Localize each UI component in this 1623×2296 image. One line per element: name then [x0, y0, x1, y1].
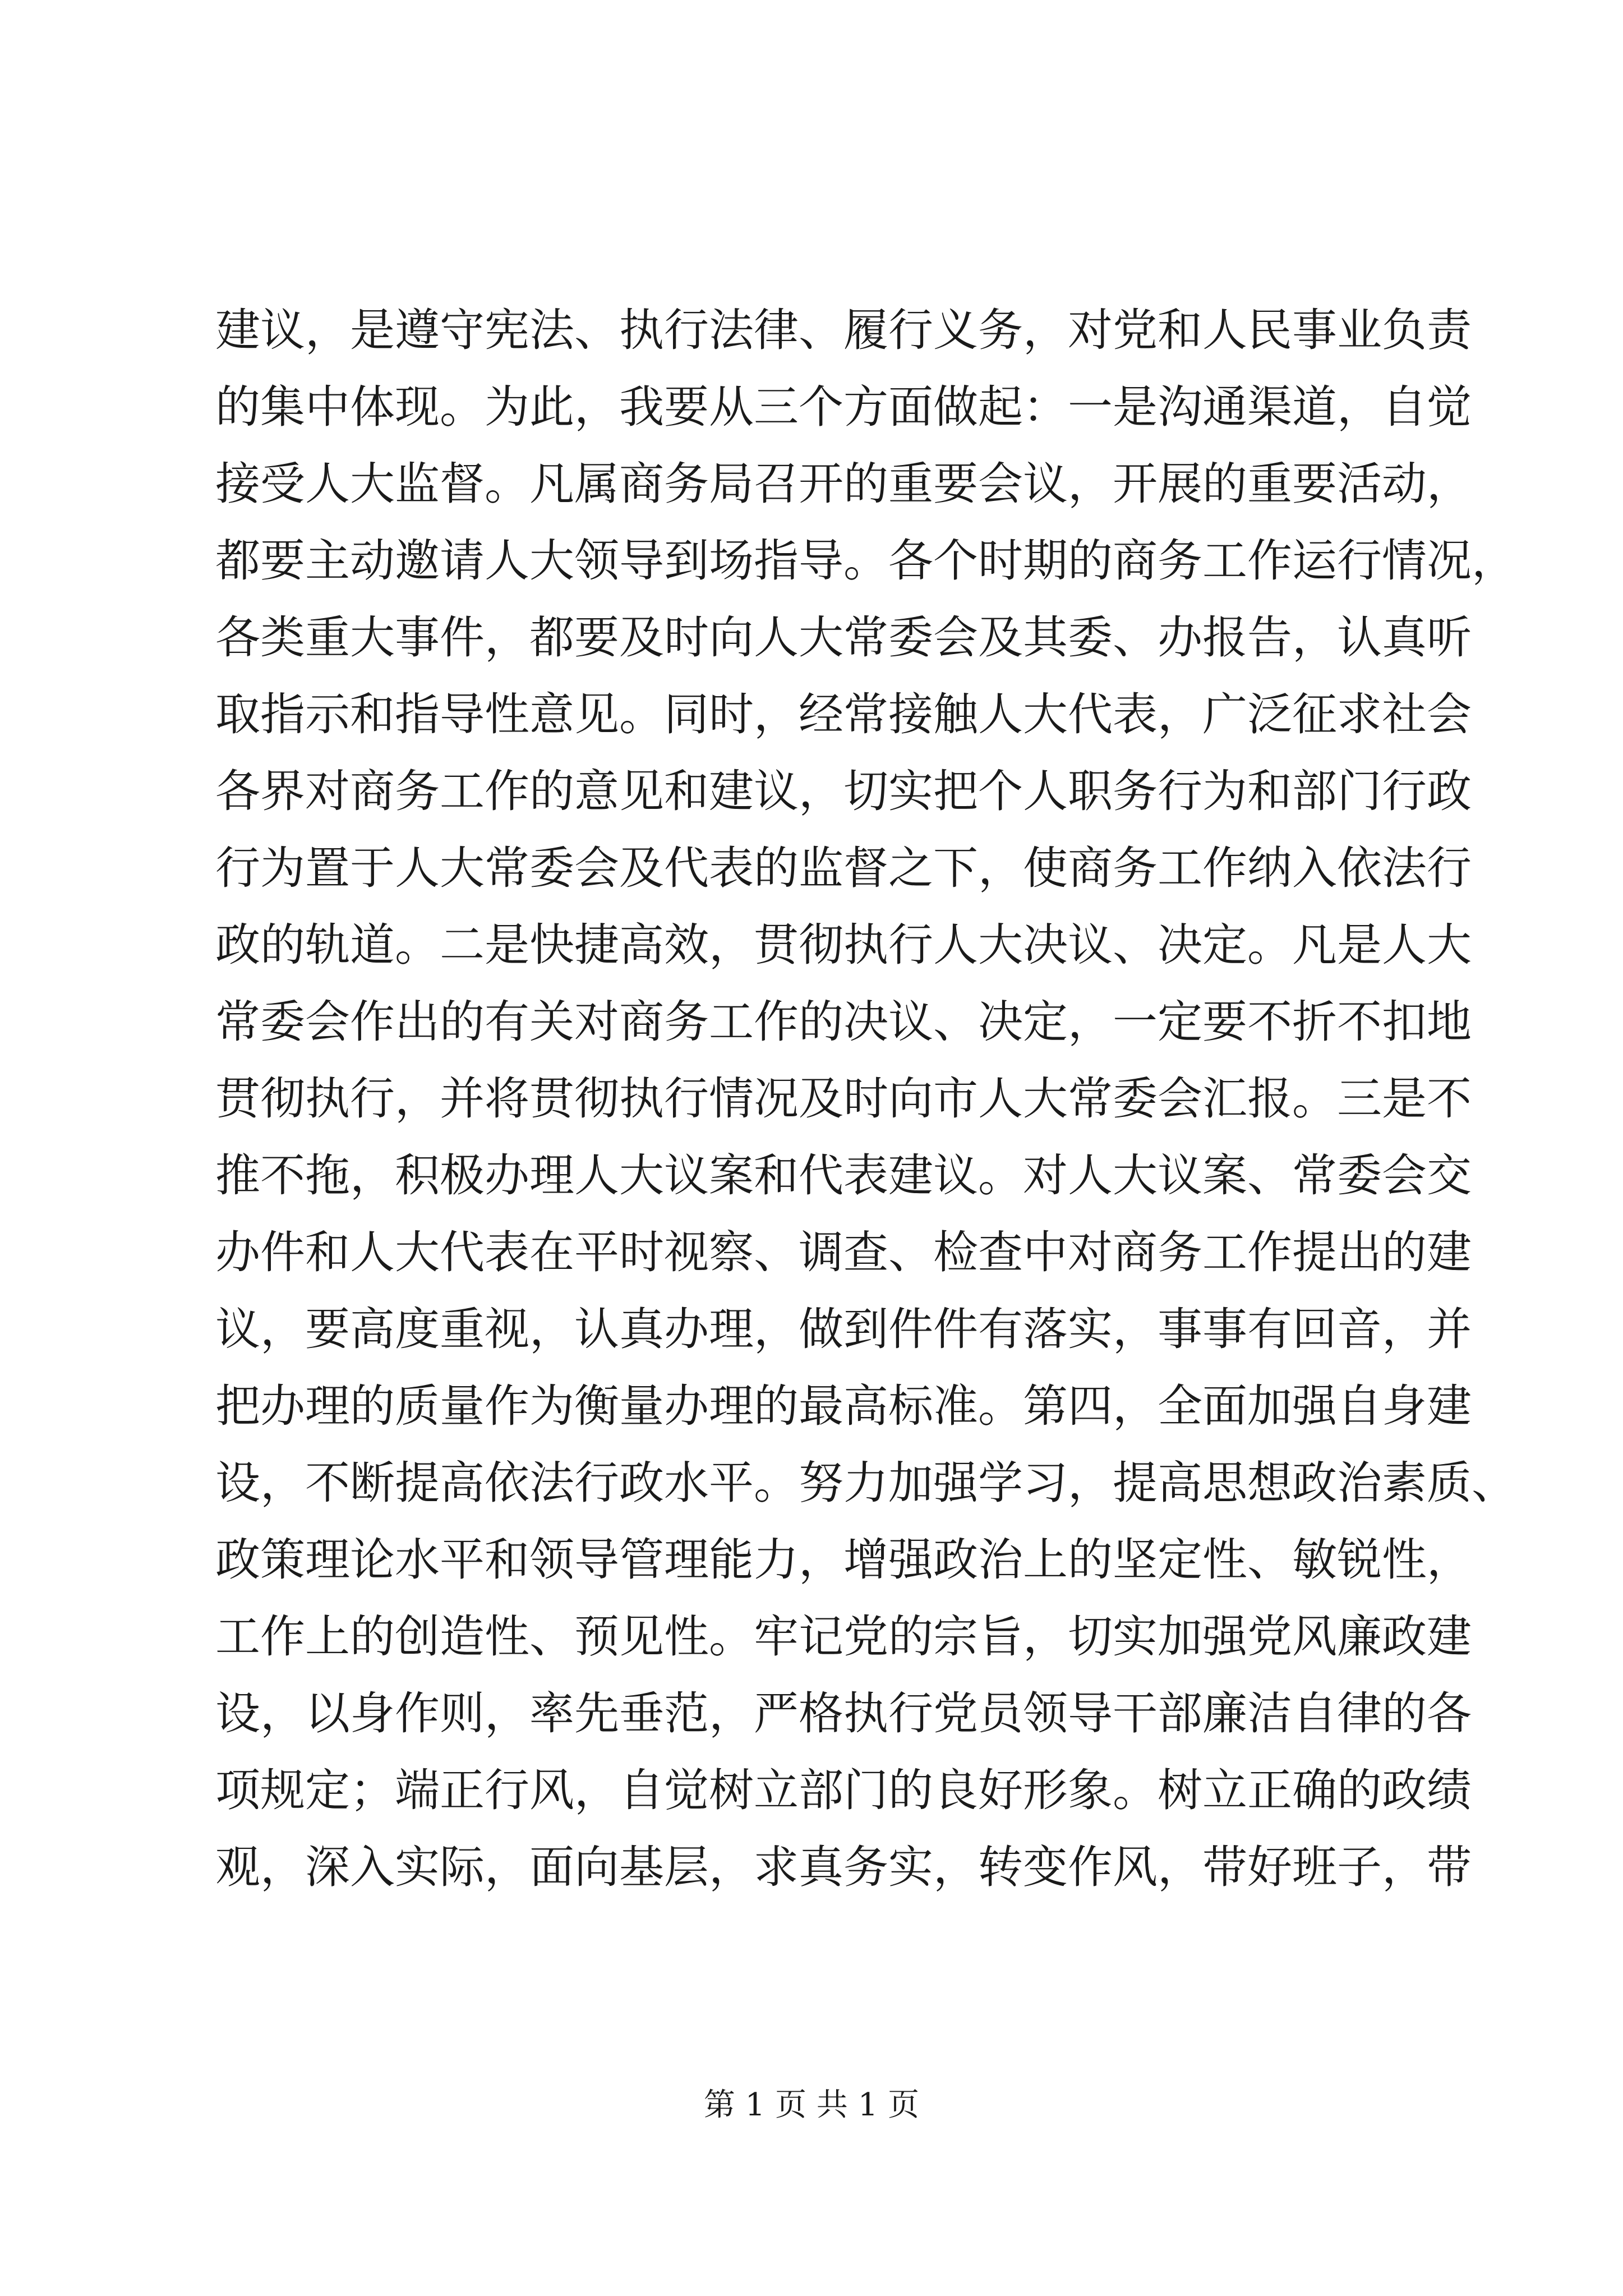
text-line: 接受人大监督。凡属商务局召开的重要会议，开展的重要活动， — [215, 458, 1472, 510]
text-line: 议，要高度重视，认真办理，做到件件有落实，事事有回音，并 — [215, 1303, 1472, 1355]
text-line: 贯彻执行，并将贯彻执行情况及时向市人大常委会汇报。三是不 — [215, 1073, 1472, 1125]
text-line: 设，以身作则，率先垂范，严格执行党员领导干部廉洁自律的各 — [215, 1687, 1472, 1740]
text-line: 各类重大事件，都要及时向人大常委会及其委、办报告，认真听 — [215, 611, 1472, 664]
text-line: 设，不断提高依法行政水平。努力加强学习，提高思想政治素质、 — [215, 1457, 1516, 1509]
text-line: 政策理论水平和领导管理能力，增强政治上的坚定性、敏锐性， — [215, 1534, 1472, 1586]
text-line: 推不拖，积极办理人大议案和代表建议。对人大议案、常委会交 — [215, 1149, 1472, 1202]
text-line: 项规定；端正行风，自觉树立部门的良好形象。树立正确的政绩 — [215, 1764, 1472, 1816]
text-line: 行为置于人大常委会及代表的监督之下，使商务工作纳入依法行 — [215, 842, 1472, 894]
text-line: 把办理的质量作为衡量办理的最高标准。第四，全面加强自身建 — [215, 1380, 1472, 1432]
text-line: 取指示和指导性意见。同时，经常接触人大代表，广泛征求社会 — [215, 688, 1472, 740]
text-line: 办件和人大代表在平时视察、调查、检查中对商务工作提出的建 — [215, 1226, 1472, 1278]
page-footer: 第 1 页 共 1 页 — [703, 2087, 920, 2123]
text-line: 政的轨道。二是快捷高效，贯彻执行人大决议、决定。凡是人大 — [215, 919, 1472, 971]
text-line: 常委会作出的有关对商务工作的决议、决定，一定要不折不扣地 — [215, 996, 1472, 1048]
text-line: 各界对商务工作的意见和建议，切实把个人职务行为和部门行政 — [215, 765, 1472, 817]
body-text — [215, 292, 1516, 1906]
text-line: 的集中体现。为此，我要从三个方面做起：一是沟通渠道，自觉 — [215, 381, 1472, 433]
text-line: 观，深入实际，面向基层，求真务实，转变作风，带好班子，带 — [215, 1841, 1472, 1893]
text-line: 建议，是遵守宪法、执行法律、履行义务，对党和人民事业负责 — [215, 304, 1472, 356]
text-line: 都要主动邀请人大领导到场指导。各个时期的商务工作运行情况， — [215, 535, 1516, 587]
text-line: 工作上的创造性、预见性。牢记党的宗旨，切实加强党风廉政建 — [215, 1611, 1472, 1663]
